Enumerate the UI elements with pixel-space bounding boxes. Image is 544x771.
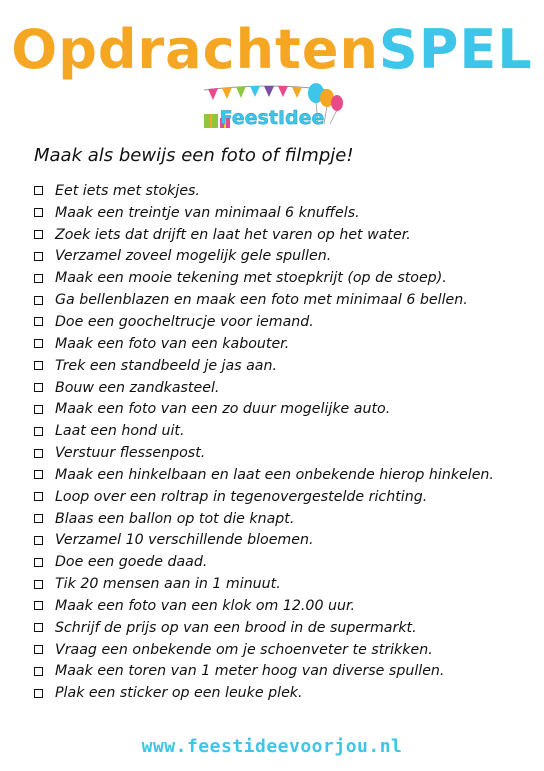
list-item[interactable] [34, 180, 494, 202]
task-text: Plak een sticker op een leuke plek. [55, 685, 303, 702]
page-title [0, 18, 544, 82]
checkbox-icon[interactable] [34, 230, 43, 239]
list-item[interactable] [34, 377, 494, 399]
task-text: Laat een hond uit. [55, 423, 185, 440]
task-text: Doe een goocheltrucje voor iemand. [55, 313, 314, 330]
checkbox-icon[interactable] [34, 361, 43, 370]
subtitle: Maak als bewijs een foto of filmpje! [34, 145, 354, 166]
list-item[interactable] [34, 639, 494, 661]
checkbox-icon[interactable] [34, 317, 43, 326]
feestidee-logo [200, 80, 345, 132]
list-item[interactable] [34, 311, 494, 333]
task-text: Zoek iets dat drijft en laat het varen op het water. [55, 226, 411, 243]
website-link[interactable]: www.feestideevoorjou.nl [141, 736, 403, 757]
list-item[interactable] [34, 267, 494, 289]
task-text: Maak een treintje van minimaal 6 knuffels. [55, 204, 360, 221]
checkbox-icon[interactable] [34, 536, 43, 545]
list-item[interactable] [34, 420, 494, 442]
checkbox-icon[interactable] [34, 427, 43, 436]
task-text: Vraag een onbekende om je schoenveter te strikken. [55, 641, 433, 658]
checkbox-icon[interactable] [34, 558, 43, 567]
task-text: Tik 20 mensen aan in 1 minuut. [55, 576, 281, 593]
list-item[interactable] [34, 464, 494, 486]
list-item[interactable] [34, 508, 494, 530]
checkbox-icon[interactable] [34, 492, 43, 501]
task-text: Maak een foto van een klok om 12.00 uur. [55, 597, 356, 614]
list-item[interactable] [34, 202, 494, 224]
checkbox-icon[interactable] [34, 449, 43, 458]
task-text: Ga bellenblazen en maak een foto met minimaal 6 bellen. [55, 292, 468, 309]
list-item[interactable] [34, 333, 494, 355]
task-text: Maak een foto van een zo duur mogelijke auto. [55, 401, 391, 418]
list-item[interactable] [34, 595, 494, 617]
list-item[interactable] [34, 442, 494, 464]
task-text: Maak een hinkelbaan en laat een onbekende hierop hinkelen. [55, 466, 494, 483]
task-text: Verzamel zoveel mogelijk gele spullen. [55, 248, 332, 265]
task-text: Maak een foto van een kabouter. [55, 335, 290, 352]
task-text: Bouw een zandkasteel. [55, 379, 220, 396]
list-item[interactable] [34, 355, 494, 377]
task-text: Maak een toren van 1 meter hoog van diverse spullen. [55, 663, 445, 680]
checkbox-icon[interactable] [34, 470, 43, 479]
checkbox-icon[interactable] [34, 689, 43, 698]
task-text: Eet iets met stokjes. [55, 182, 200, 199]
checkbox-icon[interactable] [34, 383, 43, 392]
task-text: Blaas een ballon op tot die knapt. [55, 510, 295, 527]
checkbox-icon[interactable] [34, 252, 43, 261]
task-list [34, 180, 494, 704]
checkbox-icon[interactable] [34, 186, 43, 195]
task-text: Loop over een roltrap in tegenovergestelde richting. [55, 488, 428, 505]
list-item[interactable] [34, 246, 494, 268]
list-item[interactable] [34, 551, 494, 573]
checkbox-icon[interactable] [34, 339, 43, 348]
checkbox-icon[interactable] [34, 296, 43, 305]
checkbox-icon[interactable] [34, 645, 43, 654]
list-item[interactable] [34, 617, 494, 639]
task-text: Doe een goede daad. [55, 554, 208, 571]
title-part-spel: SPEL [378, 18, 533, 81]
task-text: Schrijf de prijs op van een brood in de supermarkt. [55, 619, 417, 636]
checkbox-icon[interactable] [34, 405, 43, 414]
task-text: Trek een standbeeld je jas aan. [55, 357, 277, 374]
checkbox-icon[interactable] [34, 208, 43, 217]
task-text: Maak een mooie tekening met stoepkrijt (op de stoep). [55, 270, 447, 287]
logo-text: FeestIdee [219, 107, 325, 129]
checkbox-icon[interactable] [34, 601, 43, 610]
checkbox-icon[interactable] [34, 623, 43, 632]
checkbox-icon[interactable] [34, 667, 43, 676]
list-item[interactable] [34, 682, 494, 704]
checkbox-icon[interactable] [34, 514, 43, 523]
title-part-opdrachten: Opdrachten [11, 18, 379, 81]
list-item[interactable] [34, 530, 494, 552]
list-item[interactable] [34, 486, 494, 508]
task-text: Verzamel 10 verschillende bloemen. [55, 532, 314, 549]
checkbox-icon[interactable] [34, 274, 43, 283]
list-item[interactable] [34, 573, 494, 595]
checkbox-icon[interactable] [34, 580, 43, 589]
list-item[interactable] [34, 289, 494, 311]
list-item[interactable] [34, 661, 494, 683]
task-text: Verstuur flessenpost. [55, 445, 206, 462]
list-item[interactable] [34, 398, 494, 420]
list-item[interactable] [34, 224, 494, 246]
